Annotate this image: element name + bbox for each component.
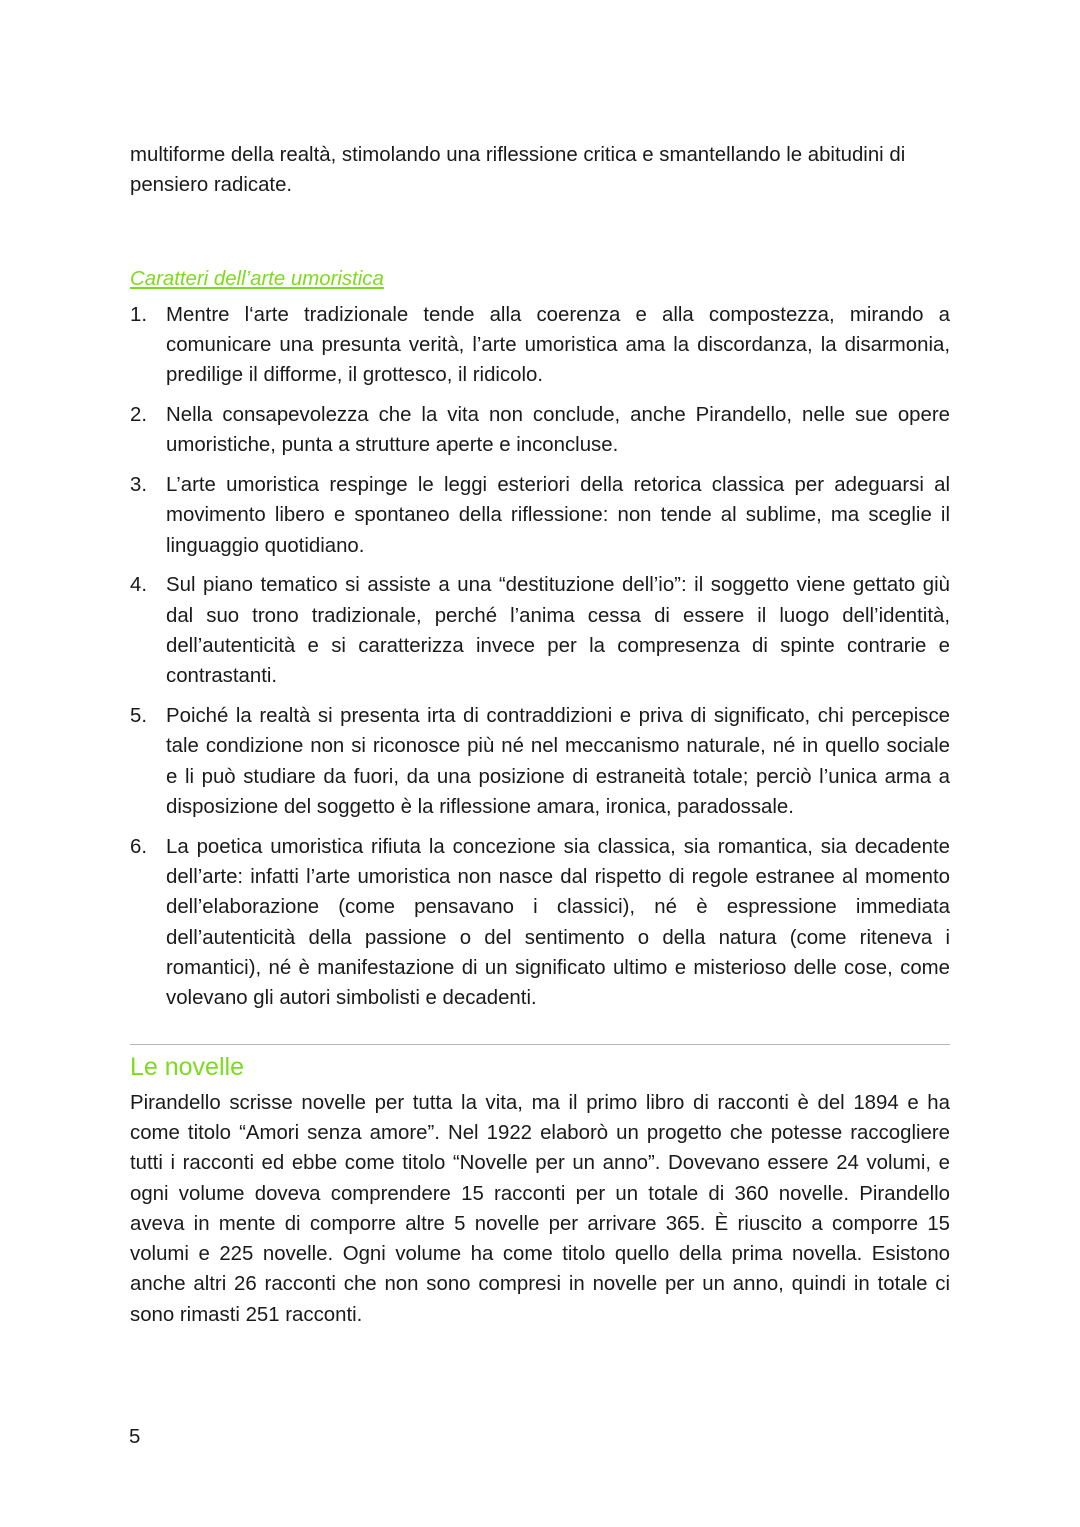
list-item-text: Sul piano tematico si assiste a una “destituzione dell’io”: il soggetto viene gettato giù dal suo trono tradizionale, perché l’anima cessa di essere il luogo dell’identità, dell’autenticità e si caratterizza invece per la compresenza di spinte contrarie e contrastanti. <box>166 574 950 688</box>
novelle-paragraph: Pirandello scrisse novelle per tutta la vita, ma il primo libro di racconti è del 1894 e ha come titolo “Amori senza amore”. Nel 1922 elaborò un progetto che potesse raccogliere tutti i racconti ed ebbe come titolo “Novelle per un anno”. Dovevano essere 24 volumi, e ogni volume doveva comprendere 15 racconti per un totale di 360 novelle. Pirandello aveva in mente di comporre altre 5 novelle per arrivare 365. È riuscito a comporre 15 volumi e 225 novelle. Ogni volume ha come titolo quello della prima novella. Esistono anche altri 26 racconti che non sono compresi in novelle per un anno, quindi in totale ci sono rimasti 251 racconti. <box>130 1091 950 1326</box>
section-title-novelle: Le novelle <box>130 1052 244 1081</box>
list-item-text: Poiché la realtà si presenta irta di contraddizioni e priva di significato, chi percepisce tale condizione non si riconosce più né nel meccanismo naturale, né in quello sociale e li può studiare da fuori, da una posizione di estraneità totale; perciò l’unica arma a disposizione del soggetto è la riflessione amara, ironica, paradossale. <box>166 705 950 819</box>
list-item-number: 6. <box>130 835 148 858</box>
list-item-number: 2. <box>130 403 148 426</box>
list-item-text: L’arte umoristica respinge le leggi esteriori della retorica classica per adeguarsi al movimento libero e spontaneo della riflessione: non tende al sublime, ma sceglie il linguaggio quotidiano. <box>166 474 950 557</box>
list-item <box>130 470 950 561</box>
features-heading: Caratteri dell’arte umoristica <box>130 267 384 290</box>
list-item <box>130 832 950 1014</box>
list-item <box>130 300 950 391</box>
list-item-number: 1. <box>130 303 148 326</box>
list-item-number: 5. <box>130 705 148 728</box>
list-item-text: Nella consapevolezza che la vita non conclude, anche Pirandello, nelle sue opere umoristiche, punta a strutture aperte e inconcluse. <box>166 403 950 457</box>
list-item <box>130 400 950 461</box>
section-divider <box>130 1044 950 1045</box>
list-item <box>130 570 950 691</box>
list-item-number: 3. <box>130 474 148 497</box>
page-number: 5 <box>129 1426 141 1448</box>
features-list <box>130 300 950 1014</box>
intro-paragraph: multiforme della realtà, stimolando una riflessione critica e smantellando le abitudini di pensiero radicate. <box>130 144 906 197</box>
list-item-number: 4. <box>130 574 148 597</box>
document-page <box>130 140 950 1330</box>
list-item-text: La poetica umoristica rifiuta la concezione sia classica, sia romantica, sia decadente dell’arte: infatti l’arte umoristica non nasce dal rispetto di regole estranee al momento dell’elaborazione (come pensavano i classici), né è espressione immediata dell’autenticità della passione o del sentimento o della natura (come riteneva i romantici), né è manifestazione di un significato ultimo e misterioso delle cose, come volevano gli autori simbolisti e decadenti. <box>166 835 950 1010</box>
list-item-text: Mentre l‘arte tradizionale tende alla coerenza e alla compostezza, mirando a comunicare una presunta verità, l’arte umoristica ama la discordanza, la disarmonia, predilige il difforme, il grottesco, il ridicolo. <box>166 303 950 387</box>
list-item <box>130 701 950 822</box>
